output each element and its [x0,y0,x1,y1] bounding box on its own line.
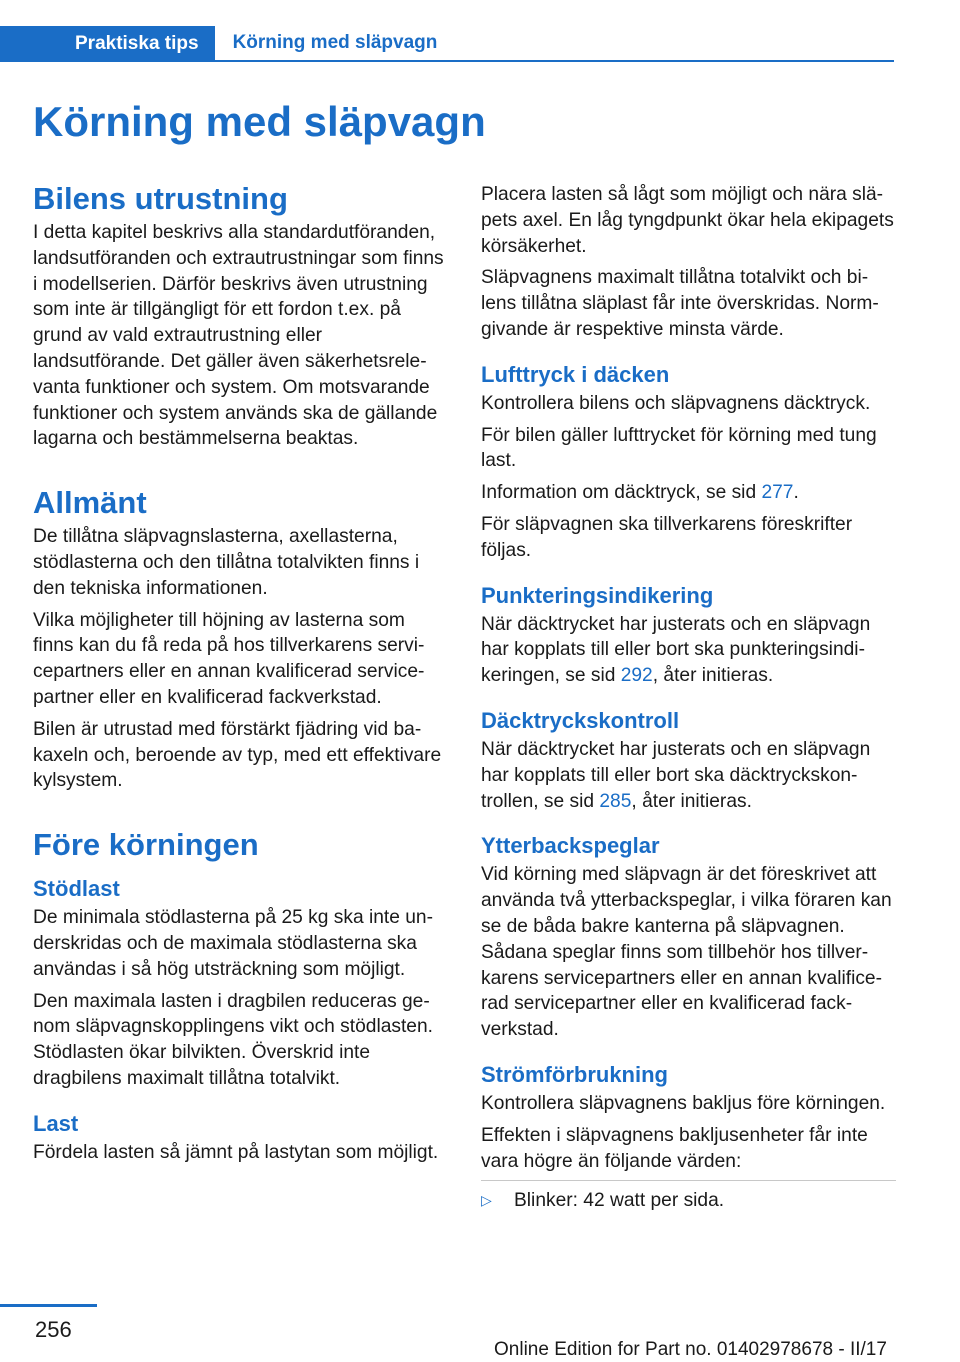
section-tab[interactable] [215,26,894,62]
tpm-text-end: , åter initieras. [631,790,752,812]
right-column [481,182,896,1214]
heading-tire-pressure-monitor: Däcktryckskontroll [481,707,680,733]
paragraph-load: Fördela lasten så jämnt på lastytan som möjligt. [33,1141,439,1163]
heading-before-driving: Före körningen [33,827,259,863]
running-header [0,26,894,62]
page-link-292[interactable]: 292 [620,665,653,687]
paragraph-support-1: De minimala stödlasterna på 25 kg ska inte underskridas och de maximala stödlasterna ska användas i så hög utsträckning som möjligt. [33,907,433,980]
chapter-label: Praktiska tips [75,33,199,54]
paragraph-power-2: Effekten i släpvagnens bakljusenheter får inte vara högre än följande värden: [481,1124,868,1172]
heading-tire-pressure: Lufttryck i däcken [481,361,670,387]
paragraph-general-2: Vilka möjligheter till höjning av lasterna som finns kan du få reda på hos tillverkarens servicepartners eller en annan kvalificerad servicepartner eller en kvalificerad fackverkstad. [33,609,425,708]
paragraph-load-3: Släpvagnens maximalt tillåtna totalvikt och bilens tillåtna släplast får inte överskridas. Normgivande är respektive minsta värde. [481,267,879,340]
left-column [33,180,448,1172]
heading-load: Last [33,1110,79,1136]
section-label: Körning med släpvagn [232,32,438,53]
puncture-text-end: , åter initieras. [652,665,774,687]
chapter-tab[interactable] [0,26,215,62]
paragraph-tire-4: För släpvagnen ska tillverkarens föreskrifter följas. [481,513,853,561]
tpm-text: När däcktrycket har justerats och en släpvagn har kopplats till eller bort ska däcktryckskontrollen, se sid [481,738,871,812]
page-link-277[interactable]: 277 [761,482,794,504]
page-title: Körning med släpvagn [33,98,486,145]
list-item [481,1188,896,1214]
page-link-285[interactable]: 285 [599,790,632,812]
heading-puncture-indicator: Punkteringsindikering [481,582,714,608]
paragraph-tire-3 [481,480,896,506]
paragraph-general-3: Bilen är utrustad med förstärkt fjädring vid bakaxeln och, beroende av typ, med ett effektivare kylsystem. [33,718,442,792]
paragraph-load-2: Placera lasten så lågt som möjligt och nära släpets axel. En låg tyngdpunkt ökar hela ekipagets körsäkerhet. [481,184,894,257]
list-item-text: Blinker: 42 watt per sida. [514,1190,725,1212]
puncture-text: När däcktrycket har justerats och en släpvagn har kopplats till eller bort ska punkteringsindikeringen, se sid [481,613,871,687]
heading-equipment: Bilens utrustning [33,181,288,216]
list-divider [481,1180,896,1181]
heading-support-load: Stödlast [33,876,120,902]
paragraph-tire-2: För bilen gäller lufttrycket för körning med tung last. [481,424,877,472]
page-number: 256 [35,1317,72,1342]
heading-mirrors: Ytterbackspeglar [481,833,660,859]
paragraph-mirrors: Vid körning med släpvagn är det föreskrivet att använda två ytterbackspeglar, i vilka föraren kan se de båda bakre kanterna på släpvagnen. Sådana speglar finns som tillbehör hos tillverkarens servicepartners eller en annan kvalificerad servicepartner eller en kvalificerad fackverkstad. [481,864,892,1041]
footer-divider [0,1304,97,1307]
tire-ref-end: . [793,482,799,504]
paragraph-power-1: Kontrollera släpvagnens bakljus före körningen. [481,1092,886,1114]
paragraph-tpm [481,737,896,814]
paragraph-puncture [481,612,896,689]
paragraph-equipment: I detta kapitel beskrivs alla standardutföranden, landsutföranden och extrautrustningar som finns i modellserien. Därför beskrivs även utrustning som inte är tillgängligt för ett fordon t.ex. på grund av vald extrautrustning eller landsutförande. Det gäller även säkerhetsrelevanta funktioner och system. Om motsvarande funktioner och system används ska de gällande lagarna och bestämmelserna beaktas. [33,222,444,450]
edition-footer: Online Edition for Part no. 01402978678 - II/17 [494,1339,887,1360]
tire-ref-text: Information om däcktryck, se sid [481,482,762,504]
paragraph-support-2: Den maximala lasten i dragbilen reduceras genom släpvagnskopplingens vikt och stödlasten. Stödlasten ökar bilvikten. Överskrid inte dragbilens maximalt tillåtna totalvikt. [33,990,433,1089]
triangle-bullet-icon: ▷ [481,1192,492,1209]
paragraph-general-1: De tillåtna släpvagnslasterna, axellasterna, stödlasterna och den tillåtna totalvikten finns i den tekniska informationen. [33,526,420,599]
paragraph-tire-1: Kontrollera bilens och släpvagnens däcktryck. [481,392,871,414]
heading-power-consumption: Strömförbrukning [481,1061,668,1087]
heading-general: Allmänt [33,485,147,521]
